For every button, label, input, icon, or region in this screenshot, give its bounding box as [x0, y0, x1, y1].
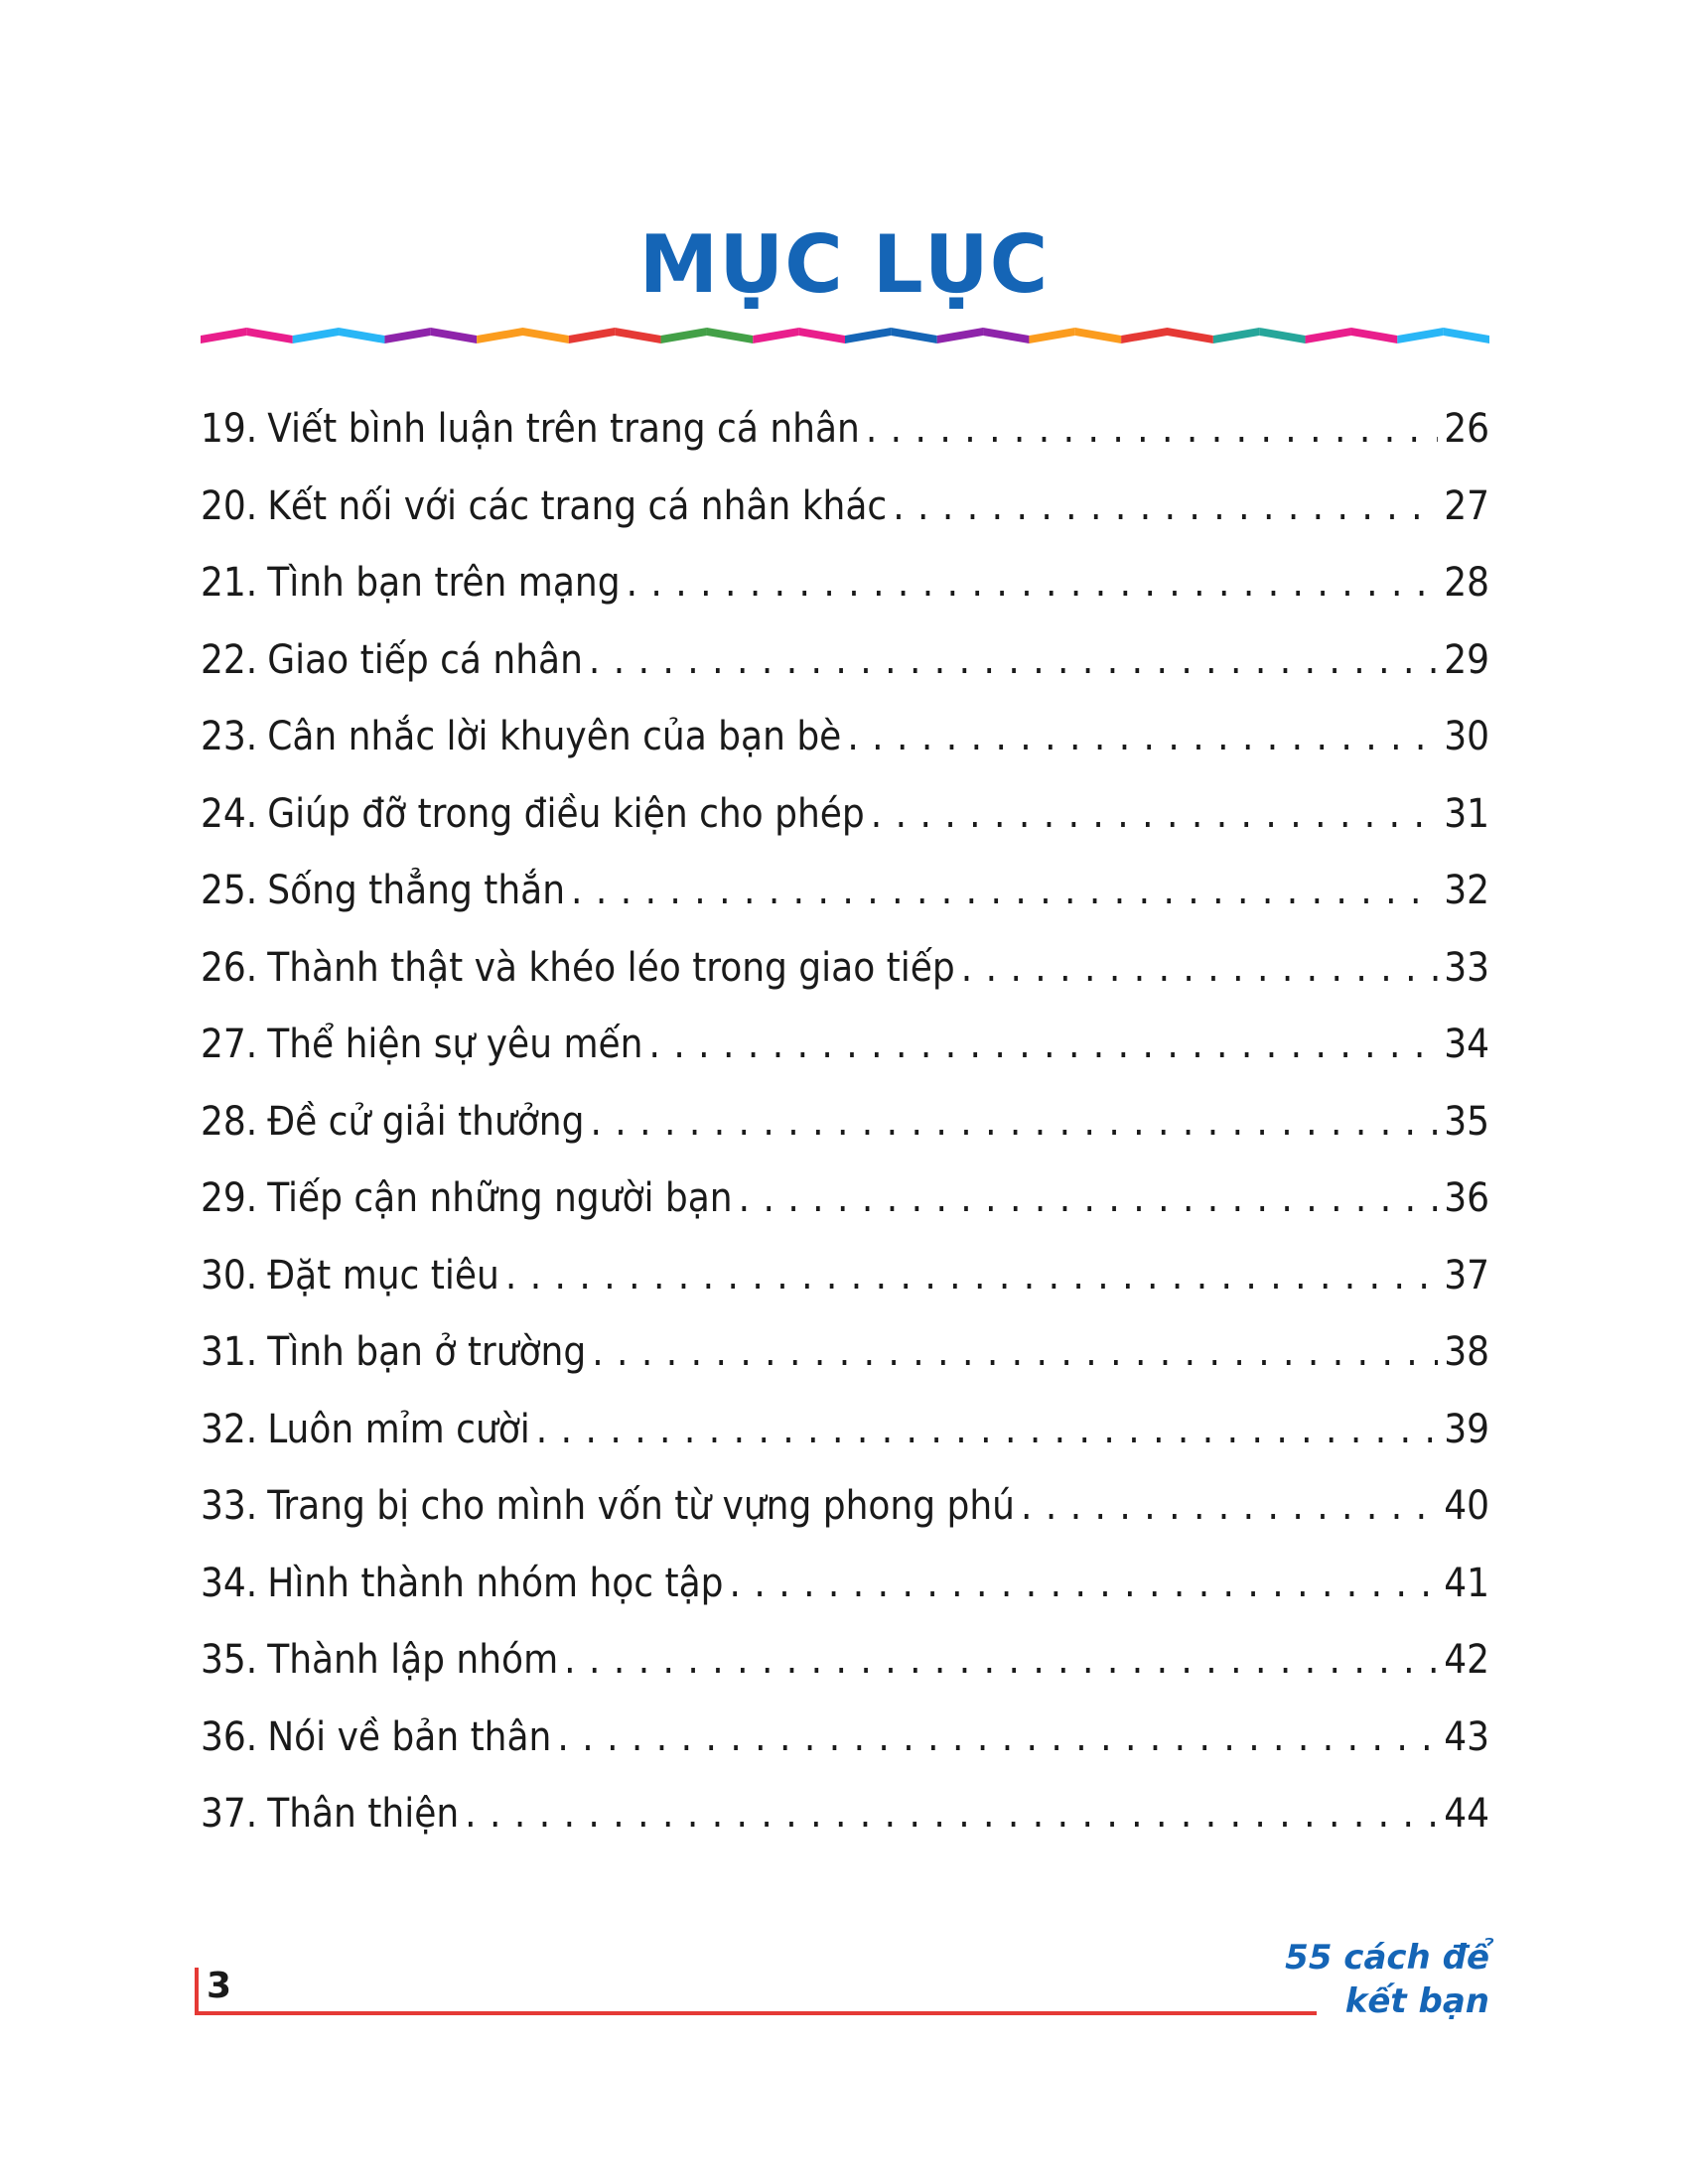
toc-entry-label: Nói về bản thân — [267, 1713, 552, 1760]
toc-entry[interactable] — [201, 399, 1489, 477]
toc-entry-label: Đề cử giải thưởng — [267, 1098, 585, 1145]
zigzag-segment — [1397, 328, 1443, 343]
footer-rule — [195, 2011, 1317, 2015]
zigzag-segment — [615, 328, 660, 343]
toc-entry-label: Trang bị cho mình vốn từ vựng phong phú — [267, 1483, 1015, 1529]
toc-entry-label: Cân nhắc lời khuyên của bạn bè — [267, 714, 842, 759]
dot-leader — [592, 1322, 1438, 1382]
table-of-contents — [201, 399, 1489, 1861]
toc-entry-number: 19. — [201, 406, 258, 452]
dot-leader — [866, 399, 1438, 459]
toc-entry-number: 33. — [201, 1483, 258, 1529]
toc-entry-page: 44 — [1444, 1791, 1489, 1837]
footer-rule-vertical — [195, 1968, 199, 2015]
dot-leader — [627, 553, 1439, 613]
zigzag-segment — [1213, 328, 1259, 343]
dot-leader — [536, 1400, 1438, 1459]
dot-leader — [871, 784, 1438, 844]
toc-entry[interactable] — [201, 1015, 1489, 1092]
toc-entry-page: 41 — [1444, 1560, 1489, 1606]
toc-entry-number: 32. — [201, 1406, 258, 1452]
toc-entry[interactable] — [201, 1322, 1489, 1400]
toc-entry-page: 34 — [1444, 1022, 1489, 1067]
toc-entry-number: 36. — [201, 1713, 258, 1760]
zigzag-segment — [384, 328, 430, 343]
zigzag-segment — [1168, 328, 1213, 343]
toc-entry-label: Thành thật và khéo léo trong giao tiếp — [267, 944, 955, 991]
zigzag-segment — [845, 328, 891, 343]
zigzag-segment — [707, 328, 753, 343]
toc-entry-number: 23. — [201, 714, 258, 759]
toc-entry-label: Tiếp cận những người bạn — [267, 1175, 733, 1221]
toc-entry-page: 30 — [1444, 714, 1489, 759]
toc-entry-label: Sống thẳng thắn — [267, 868, 566, 913]
zigzag-segment — [569, 328, 615, 343]
zigzag-segment — [1029, 328, 1074, 343]
dot-leader — [739, 1168, 1439, 1228]
toc-entry[interactable] — [201, 784, 1489, 862]
toc-entry-page: 33 — [1444, 944, 1489, 991]
dot-leader — [465, 1784, 1438, 1843]
zigzag-segment — [937, 328, 983, 343]
toc-entry-page: 31 — [1444, 790, 1489, 837]
book-title-line: 55 cách để — [1285, 1938, 1489, 1978]
zigzag-segment — [891, 328, 936, 343]
toc-entry-page: 42 — [1444, 1637, 1489, 1683]
toc-entry-page: 27 — [1444, 482, 1489, 529]
dot-leader — [847, 707, 1438, 766]
zigzag-segment — [1306, 328, 1351, 343]
toc-entry-page: 43 — [1444, 1713, 1489, 1760]
toc-entry-page: 40 — [1444, 1483, 1489, 1529]
dot-leader — [571, 861, 1438, 920]
dot-leader — [505, 1246, 1438, 1305]
toc-entry[interactable] — [201, 1246, 1489, 1323]
toc-entry[interactable] — [201, 1092, 1489, 1169]
zigzag-segment — [983, 328, 1029, 343]
zigzag-segment — [477, 328, 522, 343]
toc-entry-page: 35 — [1444, 1098, 1489, 1145]
dot-leader — [893, 477, 1438, 536]
toc-entry-label: Giao tiếp cá nhân — [267, 636, 583, 683]
toc-entry-label: Thành lập nhóm — [267, 1637, 559, 1683]
zigzag-segment — [1444, 328, 1489, 343]
toc-entry[interactable] — [201, 1554, 1489, 1631]
book-title-line: kết bạn — [1344, 1981, 1489, 2021]
dot-leader — [961, 938, 1438, 998]
toc-entry[interactable] — [201, 861, 1489, 938]
dot-leader — [557, 1707, 1438, 1767]
toc-entry-page: 32 — [1444, 868, 1489, 913]
toc-entry-label: Giúp đỡ trong điều kiện cho phép — [267, 790, 865, 837]
toc-entry[interactable] — [201, 1707, 1489, 1785]
dot-leader — [1021, 1476, 1438, 1536]
zigzag-segment — [201, 328, 246, 343]
toc-entry-number: 30. — [201, 1252, 258, 1298]
toc-entry-label: Hình thành nhóm học tập — [267, 1560, 724, 1606]
toc-entry-label: Tình bạn trên mạng — [267, 560, 621, 606]
toc-entry-label: Viết bình luận trên trang cá nhân — [267, 406, 860, 452]
toc-entry-label: Kết nối với các trang cá nhân khác — [267, 482, 888, 529]
toc-entry-number: 35. — [201, 1637, 258, 1683]
page-title: MỤC LỤC — [638, 218, 1050, 311]
zigzag-segment — [661, 328, 707, 343]
toc-entry[interactable] — [201, 477, 1489, 554]
book-title-logo — [1231, 1936, 1489, 2023]
toc-entry-number: 34. — [201, 1560, 258, 1606]
toc-entry[interactable] — [201, 938, 1489, 1016]
toc-entry-label: Luôn mỉm cười — [267, 1406, 530, 1452]
zigzag-segment — [523, 328, 569, 343]
zigzag-segment — [1259, 328, 1305, 343]
toc-entry-page: 39 — [1444, 1406, 1489, 1452]
toc-entry[interactable] — [201, 707, 1489, 784]
zigzag-segment — [339, 328, 384, 343]
toc-entry-number: 29. — [201, 1175, 258, 1221]
zigzag-segment — [1121, 328, 1167, 343]
toc-entry-page: 29 — [1444, 636, 1489, 683]
zigzag-segment — [1351, 328, 1397, 343]
toc-entry[interactable] — [201, 630, 1489, 708]
toc-entry-number: 26. — [201, 944, 258, 991]
dot-leader — [730, 1554, 1439, 1613]
toc-entry-number: 20. — [201, 482, 258, 529]
toc-entry-page: 26 — [1444, 406, 1489, 452]
toc-entry[interactable] — [201, 1630, 1489, 1707]
page-number: 3 — [207, 1966, 232, 2006]
toc-entry[interactable] — [201, 1476, 1489, 1554]
dot-leader — [648, 1015, 1438, 1074]
toc-entry-page: 36 — [1444, 1175, 1489, 1221]
toc-entry-number: 24. — [201, 790, 258, 837]
toc-entry-number: 27. — [201, 1022, 258, 1067]
toc-entry[interactable] — [201, 1400, 1489, 1477]
toc-entry[interactable] — [201, 1168, 1489, 1246]
zigzag-segment — [753, 328, 798, 343]
toc-entry-label: Đặt mục tiêu — [267, 1252, 499, 1298]
zigzag-segment — [1075, 328, 1121, 343]
toc-entry[interactable] — [201, 553, 1489, 630]
toc-entry-label: Thân thiện — [267, 1791, 460, 1837]
toc-entry-page: 37 — [1444, 1252, 1489, 1298]
toc-entry[interactable] — [201, 1784, 1489, 1861]
zigzag-segment — [293, 328, 339, 343]
zigzag-segment — [246, 328, 292, 343]
toc-entry-number: 25. — [201, 868, 258, 913]
zigzag-segment — [431, 328, 477, 343]
dot-leader — [589, 630, 1438, 690]
dot-leader — [564, 1630, 1438, 1690]
toc-entry-number: 21. — [201, 560, 258, 606]
toc-entry-page: 28 — [1444, 560, 1489, 606]
zigzag-segment — [799, 328, 845, 343]
toc-entry-number: 37. — [201, 1791, 258, 1837]
zigzag-divider — [201, 328, 1489, 343]
toc-entry-label: Tình bạn ở trường — [267, 1329, 587, 1375]
toc-entry-label: Thể hiện sự yêu mến — [267, 1022, 643, 1067]
dot-leader — [590, 1092, 1438, 1152]
toc-entry-number: 22. — [201, 636, 258, 683]
toc-entry-number: 28. — [201, 1098, 258, 1145]
toc-entry-number: 31. — [201, 1329, 258, 1375]
toc-entry-page: 38 — [1444, 1329, 1489, 1375]
